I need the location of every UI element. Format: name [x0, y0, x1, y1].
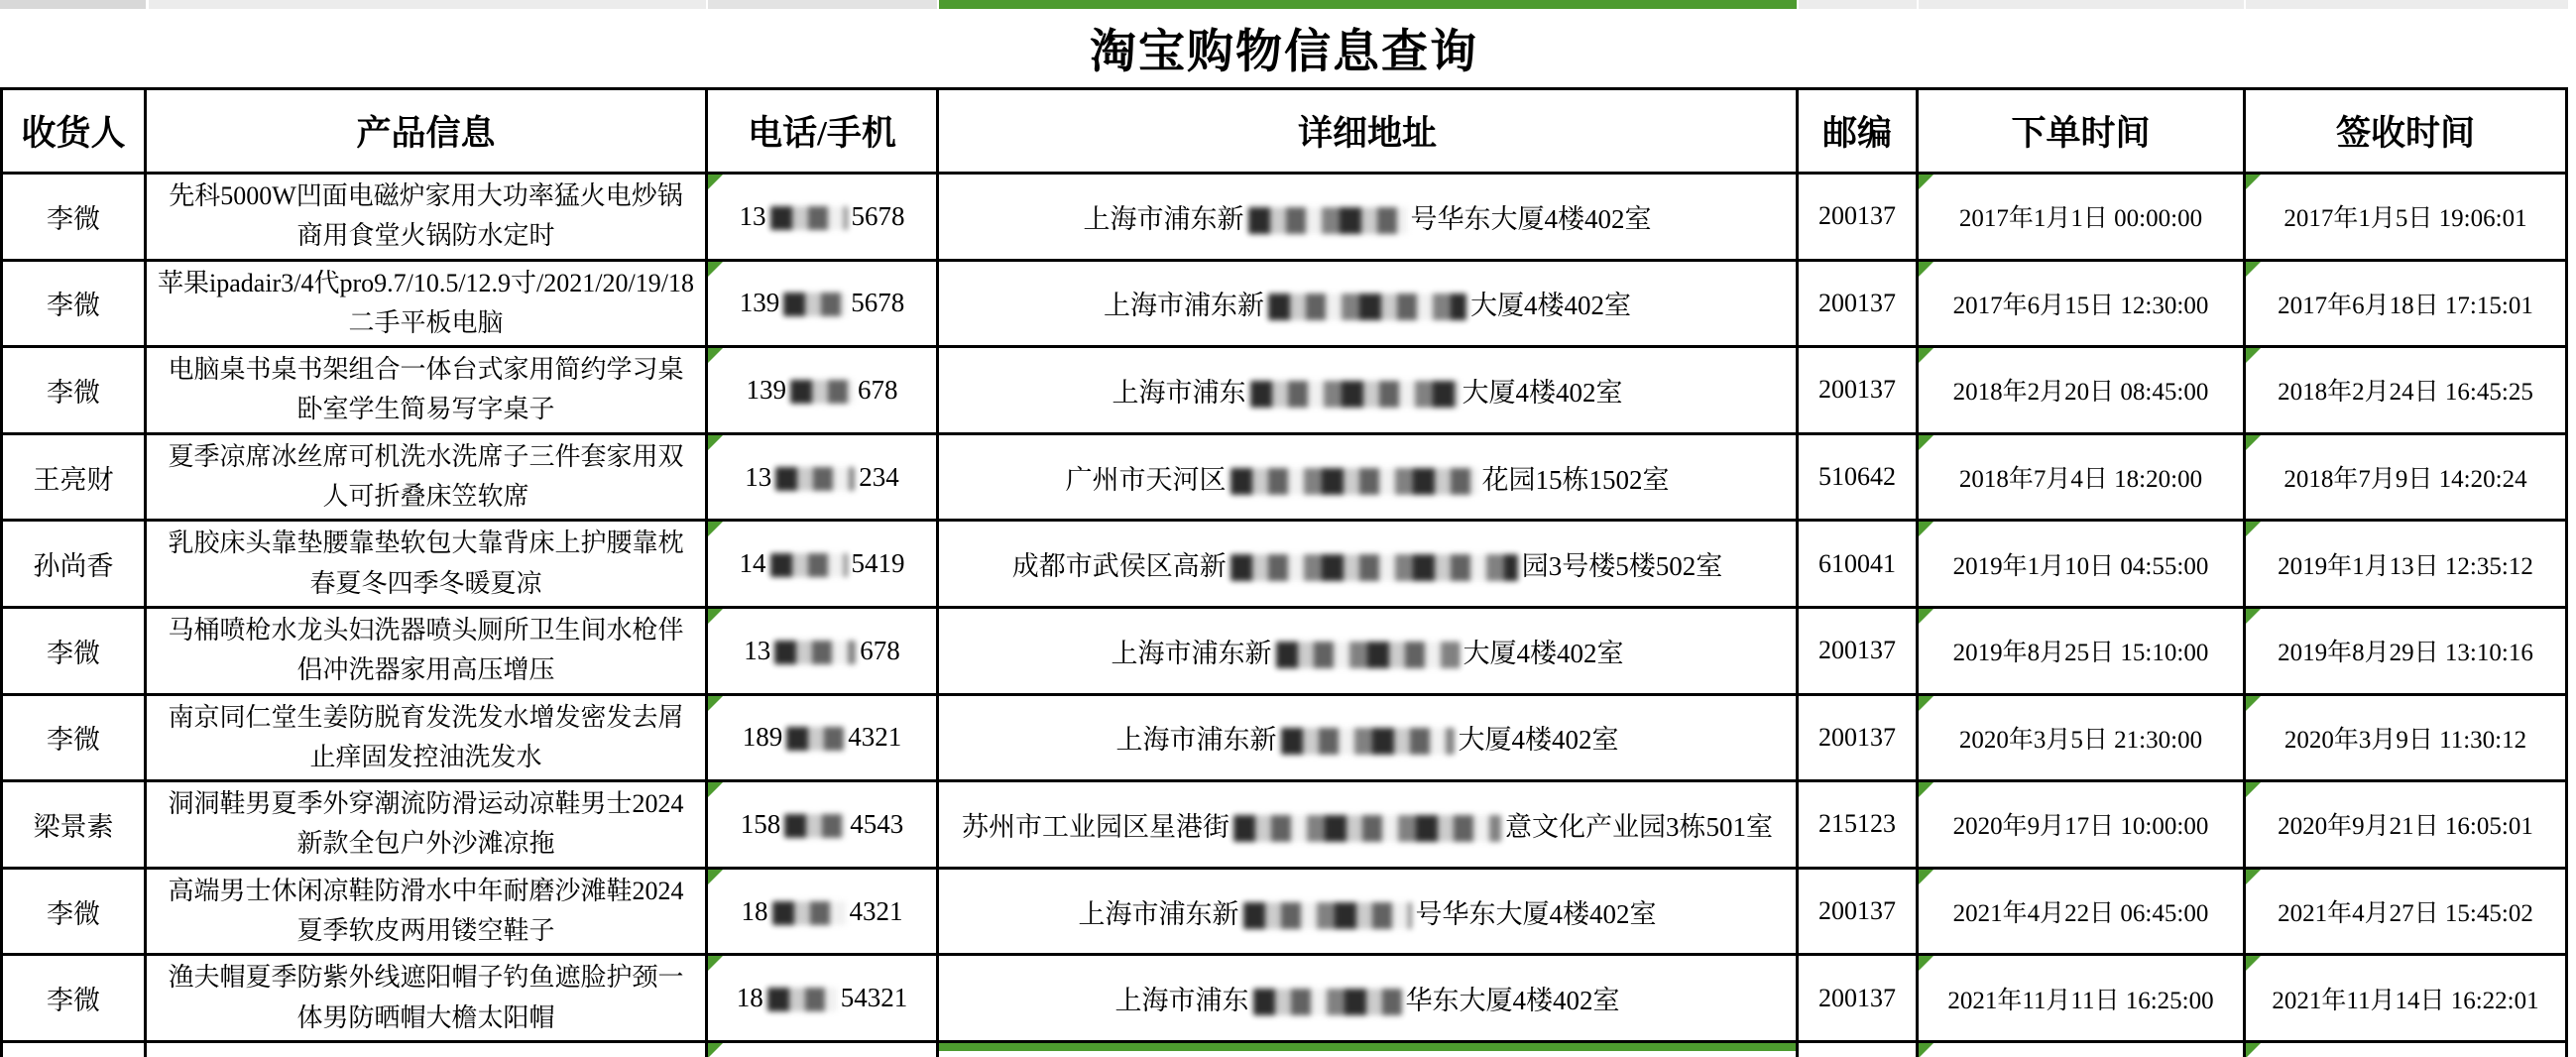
text-format-indicator-icon: [2246, 1043, 2261, 1057]
cell-sign-time[interactable]: 2020年9月21日 16:05:01: [2246, 782, 2568, 870]
text-format-indicator-icon: [1919, 175, 1933, 189]
header-address[interactable]: 详细地址: [939, 90, 1799, 175]
header-product[interactable]: 产品信息: [147, 90, 708, 175]
cell-postal[interactable]: 215123: [1799, 782, 1919, 870]
address-redaction: [1250, 381, 1459, 408]
phone-redaction: [786, 727, 844, 751]
cell-product[interactable]: 洞洞鞋男夏季外穿潮流防滑运动凉鞋男士2024新款全包户外沙滩凉拖: [147, 782, 708, 870]
address-redaction: [1248, 207, 1407, 234]
top-strip: [0, 0, 2576, 9]
text-format-indicator-icon: [1919, 696, 1933, 711]
phone-redaction: [784, 814, 846, 838]
cell-recipient[interactable]: 李微: [3, 175, 147, 262]
cell-sign-time[interactable]: 2019年8月29日 13:10:16: [2246, 609, 2568, 696]
cell-sign-time[interactable]: 2018年2月24日 16:45:25: [2246, 348, 2568, 435]
text-format-indicator-icon: [2246, 609, 2261, 624]
address-redaction: [1230, 468, 1478, 495]
text-format-indicator-icon: [1919, 262, 1933, 277]
address-redaction: [1230, 554, 1518, 581]
cell-product[interactable]: 电脑桌书桌书架组合一体台式家用简约学习桌卧室学生简易写字桌子: [147, 348, 708, 435]
phone-redaction: [774, 641, 856, 664]
address-redaction: [1253, 989, 1402, 1015]
cell-address[interactable]: 上海市浦东新 号华东大厦4楼402室: [939, 175, 1799, 262]
cell-phone[interactable]: 139 678: [708, 348, 939, 435]
address-redaction: [1276, 642, 1460, 668]
cell-product[interactable]: 高端男士休闲凉鞋防滑水中年耐磨沙滩鞋2024夏季软皮两用镂空鞋子: [147, 870, 708, 957]
cell-address[interactable]: 上海市浦东 华东大厦4楼402室: [939, 956, 1799, 1043]
cell-product[interactable]: 马桶喷枪水龙头妇洗器喷头厕所卫生间水枪伴侣冲洗器家用高压增压: [147, 609, 708, 696]
cell-recipient[interactable]: 李微: [3, 956, 147, 1043]
cell-order-time[interactable]: 2019年8月25日 15:10:00: [1919, 609, 2246, 696]
text-format-indicator-icon: [2246, 782, 2261, 797]
cell-order-time[interactable]: 2018年2月20日 08:45:00: [1919, 348, 2246, 435]
address-redaction: [1233, 815, 1501, 842]
address-redaction: [1268, 294, 1466, 320]
address-redaction: [1243, 902, 1412, 929]
header-phone[interactable]: 电话/手机: [708, 90, 939, 175]
cell-postal[interactable]: 200137: [1799, 175, 1919, 262]
cell-postal[interactable]: 200137: [1799, 696, 1919, 783]
phone-redaction: [775, 467, 855, 491]
cell-phone[interactable]: 13 5678: [708, 175, 939, 262]
cell-order-time[interactable]: 2021年4月22日 06:45:00: [1919, 870, 2246, 957]
title-area: [0, 9, 2568, 87]
cell-sign-time[interactable]: 2021年4月27日 15:45:02: [2246, 870, 2568, 957]
text-format-indicator-icon: [708, 956, 723, 971]
text-format-indicator-icon: [2246, 348, 2261, 363]
cell-product[interactable]: 南京同仁堂生姜防脱育发洗发水增发密发去屑止痒固发控油洗发水: [147, 696, 708, 783]
text-format-indicator-icon: [2246, 522, 2261, 536]
text-format-indicator-icon: [708, 782, 723, 797]
page-title: 淘宝购物信息查询: [1090, 27, 1478, 78]
cell-postal[interactable]: 200137: [1799, 609, 1919, 696]
cell-recipient[interactable]: 李微: [3, 696, 147, 783]
cell-address[interactable]: 成都市武侯区高新 园3号楼5楼502室: [939, 522, 1799, 609]
table-row: [3, 696, 2568, 783]
cell-address[interactable]: 苏州市工业园区星港街 意文化产业园3栋501室: [939, 782, 1799, 870]
table-row: [3, 175, 2568, 262]
cell-recipient[interactable]: 梁景素: [3, 782, 147, 870]
table-row: [3, 262, 2568, 349]
cell-order-time[interactable]: 2021年11月11日 16:25:00: [1919, 956, 2246, 1043]
cell-address[interactable]: 上海市浦东新 大厦4楼402室: [939, 609, 1799, 696]
cell-address[interactable]: 上海市浦东新 大厦4楼402室: [939, 696, 1799, 783]
cell-postal[interactable]: 200137: [1799, 870, 1919, 957]
cell-product[interactable]: 渔夫帽夏季防紫外线遮阳帽子钓鱼遮脸护颈一体男防晒帽大檐太阳帽: [147, 956, 708, 1043]
text-format-indicator-icon: [708, 870, 723, 884]
cell-address[interactable]: 广州市天河区 花园15栋1502室: [939, 435, 1799, 523]
cell-product[interactable]: 苹果ipadair3/4代pro9.7/10.5/12.9寸/2021/20/19/18二手平板电脑: [147, 262, 708, 349]
cell-sign-time[interactable]: 2017年6月18日 17:15:01: [2246, 262, 2568, 349]
next-row-strip: [0, 1043, 2568, 1057]
text-format-indicator-icon: [708, 609, 723, 624]
text-format-indicator-icon: [708, 262, 723, 277]
cell-product[interactable]: 夏季凉席冰丝席可机洗水洗席子三件套家用双人可折叠床笠软席: [147, 435, 708, 523]
text-format-indicator-icon: [708, 1043, 723, 1057]
text-format-indicator-icon: [1919, 782, 1933, 797]
text-format-indicator-icon: [708, 696, 723, 711]
text-format-indicator-icon: [708, 175, 723, 189]
phone-redaction: [790, 380, 854, 404]
cell-recipient[interactable]: 王亮财: [3, 435, 147, 523]
cell-recipient[interactable]: 李微: [3, 870, 147, 957]
table-row: [3, 609, 2568, 696]
cell-sign-time[interactable]: 2017年1月5日 19:06:01: [2246, 175, 2568, 262]
text-format-indicator-icon: [708, 435, 723, 450]
cell-phone[interactable]: 189 4321: [708, 696, 939, 783]
cell-recipient[interactable]: 李微: [3, 262, 147, 349]
cell-recipient[interactable]: 孙尚香: [3, 522, 147, 609]
header-recipient[interactable]: 收货人: [3, 90, 147, 175]
cell-phone[interactable]: 13 234: [708, 435, 939, 523]
cell-order-time[interactable]: 2020年3月5日 21:30:00: [1919, 696, 2246, 783]
cell-postal[interactable]: 610041: [1799, 522, 1919, 609]
table-body: [3, 175, 2568, 1043]
orders-table: [0, 87, 2568, 1043]
table-row: [3, 956, 2568, 1043]
phone-redaction: [767, 988, 837, 1011]
selected-cell-highlight: [939, 1043, 1796, 1051]
cell-phone[interactable]: 13 678: [708, 609, 939, 696]
cell-address[interactable]: 上海市浦东 大厦4楼402室: [939, 348, 1799, 435]
table-row: [3, 348, 2568, 435]
cell-recipient[interactable]: 李微: [3, 609, 147, 696]
text-format-indicator-icon: [1919, 522, 1933, 536]
cell-product[interactable]: 先科5000W凹面电磁炉家用大功率猛火电炒锅商用食堂火锅防水定时: [147, 175, 708, 262]
text-format-indicator-icon: [1919, 348, 1933, 363]
text-format-indicator-icon: [2246, 870, 2261, 884]
cell-address[interactable]: 上海市浦东新 大厦4楼402室: [939, 262, 1799, 349]
text-format-indicator-icon: [1919, 1043, 1933, 1057]
text-format-indicator-icon: [1919, 870, 1933, 884]
table-row: [3, 435, 2568, 523]
cell-phone[interactable]: 14 5419: [708, 522, 939, 609]
cell-sign-time[interactable]: 2019年1月13日 12:35:12: [2246, 522, 2568, 609]
header-sign-time[interactable]: 签收时间: [2246, 90, 2568, 175]
phone-redaction: [772, 901, 846, 925]
header-postal[interactable]: 邮编: [1799, 90, 1919, 175]
text-format-indicator-icon: [1919, 435, 1933, 450]
table-row: [3, 782, 2568, 870]
text-format-indicator-icon: [2246, 262, 2261, 277]
cell-phone[interactable]: 18 54321: [708, 956, 939, 1043]
cell-postal[interactable]: 200137: [1799, 956, 1919, 1043]
phone-redaction: [770, 206, 848, 230]
text-format-indicator-icon: [2246, 956, 2261, 971]
text-format-indicator-icon: [708, 348, 723, 363]
cell-order-time[interactable]: 2019年1月10日 04:55:00: [1919, 522, 2246, 609]
cell-address[interactable]: 上海市浦东新 号华东大厦4楼402室: [939, 870, 1799, 957]
cell-postal[interactable]: 200137: [1799, 348, 1919, 435]
cell-postal[interactable]: 510642: [1799, 435, 1919, 523]
cell-product[interactable]: 乳胶床头靠垫腰靠垫软包大靠背床上护腰靠枕春夏冬四季冬暖夏凉: [147, 522, 708, 609]
table-header-row: [3, 90, 2568, 175]
phone-redaction: [770, 553, 848, 577]
text-format-indicator-icon: [708, 522, 723, 536]
cell-order-time[interactable]: 2018年7月4日 18:20:00: [1919, 435, 2246, 523]
phone-redaction: [783, 293, 847, 316]
cell-order-time[interactable]: 2017年6月15日 12:30:00: [1919, 262, 2246, 349]
cell-order-time[interactable]: 2020年9月17日 10:00:00: [1919, 782, 2246, 870]
cell-phone[interactable]: 158 4543: [708, 782, 939, 870]
text-format-indicator-icon: [1919, 609, 1933, 624]
cell-sign-time[interactable]: 2020年3月9日 11:30:12: [2246, 696, 2568, 783]
address-redaction: [1281, 728, 1455, 755]
table-row: [3, 870, 2568, 957]
text-format-indicator-icon: [1919, 956, 1933, 971]
cell-recipient[interactable]: 李微: [3, 348, 147, 435]
cell-sign-time[interactable]: 2018年7月9日 14:20:24: [2246, 435, 2568, 523]
table-row: [3, 522, 2568, 609]
text-format-indicator-icon: [2246, 175, 2261, 189]
header-order-time[interactable]: 下单时间: [1919, 90, 2246, 175]
cell-postal[interactable]: 200137: [1799, 262, 1919, 349]
cell-phone[interactable]: 139 5678: [708, 262, 939, 349]
cell-sign-time[interactable]: 2021年11月14日 16:22:01: [2246, 956, 2568, 1043]
text-format-indicator-icon: [2246, 696, 2261, 711]
cell-phone[interactable]: 18 4321: [708, 870, 939, 957]
cell-order-time[interactable]: 2017年1月1日 00:00:00: [1919, 175, 2246, 262]
text-format-indicator-icon: [2246, 435, 2261, 450]
